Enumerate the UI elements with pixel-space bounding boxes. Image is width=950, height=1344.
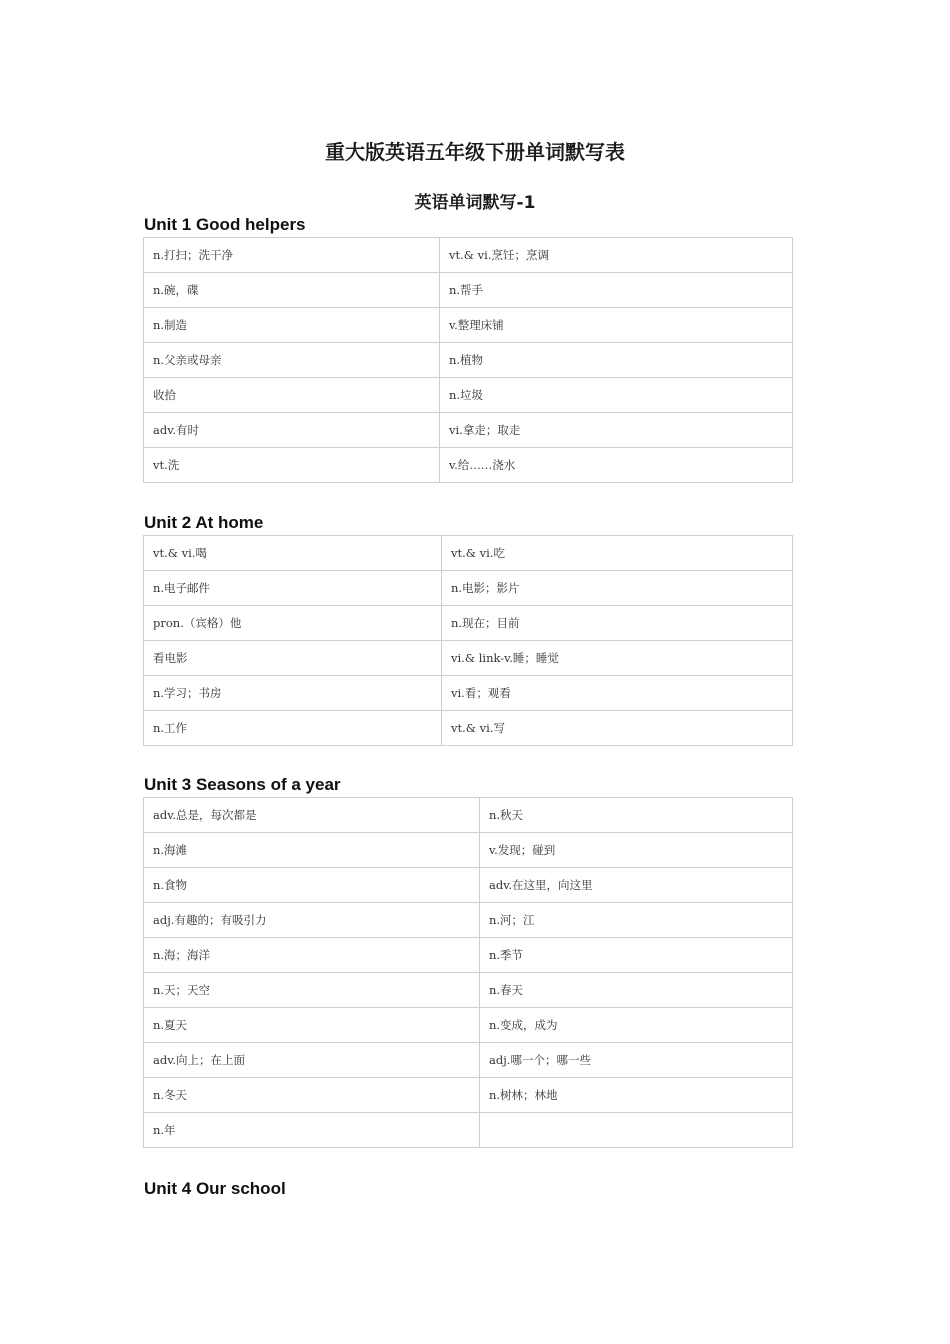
definition-cell-right: n.季节 — [480, 938, 793, 973]
definition-cell-right: n.春天 — [480, 973, 793, 1008]
unit-2-heading: Unit 2 At home — [144, 513, 264, 532]
table-row — [144, 378, 793, 413]
definition-cell-left: n.工作 — [144, 711, 442, 746]
definition-cell-left: adv.向上；在上面 — [144, 1043, 480, 1078]
definition-cell-right: v.整理床铺 — [440, 308, 793, 343]
definition-cell-right: n.垃圾 — [440, 378, 793, 413]
definition-cell-right: vt.& vi.吃 — [442, 536, 793, 571]
definition-cell-left: n.夏天 — [144, 1008, 480, 1043]
table-row — [144, 536, 793, 571]
definition-cell-left: n.学习；书房 — [144, 676, 442, 711]
unit-3-table — [143, 797, 793, 1148]
table-row — [144, 448, 793, 483]
definition-cell-left: 看电影 — [144, 641, 442, 676]
definition-cell-right: vi.& link-v.睡；睡觉 — [442, 641, 793, 676]
definition-cell-right: n.现在；目前 — [442, 606, 793, 641]
definition-cell-left: pron.（宾格）他 — [144, 606, 442, 641]
table-row — [144, 676, 793, 711]
definition-cell-left: n.碗，碟 — [144, 273, 440, 308]
unit-1-table — [143, 237, 793, 483]
definition-cell-right: n.树林；林地 — [480, 1078, 793, 1113]
table-row — [144, 1008, 793, 1043]
table-row — [144, 273, 793, 308]
table-row — [144, 571, 793, 606]
document-subtitle: 英语单词默写-1 — [414, 193, 536, 213]
unit-4-heading: Unit 4 Our school — [144, 1179, 286, 1198]
definition-cell-left: n.海；海洋 — [144, 938, 480, 973]
definition-cell-left: n.冬天 — [144, 1078, 480, 1113]
definition-cell-right: adj.哪一个；哪一些 — [480, 1043, 793, 1078]
table-row — [144, 903, 793, 938]
definition-cell-left: 收拾 — [144, 378, 440, 413]
table-row — [144, 413, 793, 448]
definition-cell-right: n.河；江 — [480, 903, 793, 938]
unit-3-heading: Unit 3 Seasons of a year — [144, 775, 341, 794]
definition-cell-right: n.帮手 — [440, 273, 793, 308]
definition-cell-right: n.植物 — [440, 343, 793, 378]
definition-cell-left: n.父亲或母亲 — [144, 343, 440, 378]
table-row — [144, 868, 793, 903]
table-row — [144, 343, 793, 378]
table-row — [144, 1113, 793, 1148]
table-row — [144, 833, 793, 868]
table-row — [144, 1078, 793, 1113]
definition-cell-left: n.打扫；洗干净 — [144, 238, 440, 273]
definition-cell-right: adv.在这里，向这里 — [480, 868, 793, 903]
table-row — [144, 973, 793, 1008]
definition-cell-left: n.海滩 — [144, 833, 480, 868]
table-row — [144, 938, 793, 973]
definition-cell-left: n.天；天空 — [144, 973, 480, 1008]
definition-cell-left: n.制造 — [144, 308, 440, 343]
definition-cell-right: vi.看；观看 — [442, 676, 793, 711]
definition-cell-right: n.变成，成为 — [480, 1008, 793, 1043]
definition-cell-left: n.电子邮件 — [144, 571, 442, 606]
definition-cell-right: vt.& vi.烹饪；烹调 — [440, 238, 793, 273]
definition-cell-right: n.秋天 — [480, 798, 793, 833]
definition-cell-right: v.给……浇水 — [440, 448, 793, 483]
table-row — [144, 308, 793, 343]
definition-cell-left: adv.总是，每次都是 — [144, 798, 480, 833]
table-row — [144, 606, 793, 641]
definition-cell-right: vt.& vi.写 — [442, 711, 793, 746]
table-row — [144, 711, 793, 746]
definition-cell-left: vt.& vi.喝 — [144, 536, 442, 571]
table-row — [144, 798, 793, 833]
unit-1-heading: Unit 1 Good helpers — [144, 215, 306, 234]
definition-cell-right: vi.拿走；取走 — [440, 413, 793, 448]
definition-cell-left: adv.有时 — [144, 413, 440, 448]
table-row — [144, 238, 793, 273]
definition-cell-right: n.电影；影片 — [442, 571, 793, 606]
table-row — [144, 1043, 793, 1078]
unit-2-table — [143, 535, 793, 746]
definition-cell-left: n.年 — [144, 1113, 480, 1148]
definition-cell-left: vt.洗 — [144, 448, 440, 483]
definition-cell-right — [480, 1113, 793, 1148]
table-row — [144, 641, 793, 676]
definition-cell-left: n.食物 — [144, 868, 480, 903]
document-title: 重大版英语五年级下册单词默写表 — [325, 140, 625, 164]
definition-cell-left: adj.有趣的；有吸引力 — [144, 903, 480, 938]
definition-cell-right: v.发现；碰到 — [480, 833, 793, 868]
